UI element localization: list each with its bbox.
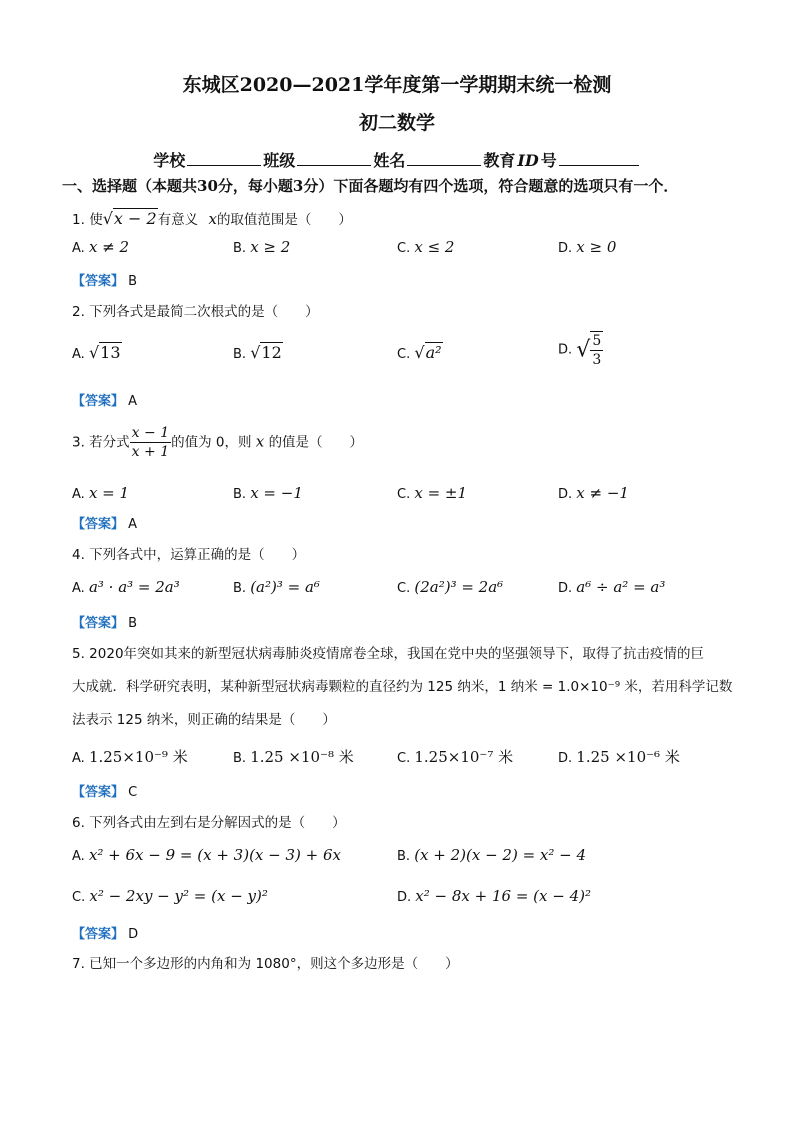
- q2-option-b[interactable]: B. √12: [233, 343, 282, 362]
- q4-option-a[interactable]: A. a³ · a³ = 2a³: [72, 578, 180, 596]
- question-3: 3. 若分式 $\frac{x - 1}{x + 1}$ 的值为 0，则 x 的值是（ ）: [72, 425, 364, 460]
- q1-option-c[interactable]: C. x ≤ 2: [397, 238, 455, 256]
- q3-option-b[interactable]: B. x = −1: [233, 484, 303, 502]
- q4-option-b[interactable]: B. (a²)³ = a⁶: [233, 578, 320, 596]
- edu-id-blank[interactable]: [559, 151, 639, 166]
- edu-id-label: 教育 ID 号: [483, 151, 557, 170]
- q3-option-c[interactable]: C. x = ±1: [397, 484, 468, 502]
- student-info-line: [0, 148, 794, 171]
- question-7: 7. 已知一个多边形的内角和为 1080°，则这个多边形是（ ）: [72, 956, 459, 972]
- q4-option-d[interactable]: D. a⁶ ÷ a² = a³: [558, 578, 666, 596]
- q2-option-a[interactable]: A. √13: [72, 343, 121, 362]
- question-5-line-2: 大成就．科学研究表明，某种新型冠状病毒颗粒的直径约为 125 纳米，1 纳米 = 1.0×10⁻⁹ 米，若用科学记数: [72, 679, 733, 695]
- q2-answer: 【答案】 A: [72, 394, 138, 409]
- page-title: 东城区2020—2021学年度第一学期期末统一检测: [182, 74, 612, 96]
- q1-answer: 【答案】 B: [72, 274, 138, 289]
- q6-answer: 【答案】 D: [72, 927, 139, 942]
- section-heading: 一、选择题（本题共30分，每小题3分）下面各题均有四个选项，符合题意的选项只有一个．: [62, 177, 679, 195]
- q5-option-a[interactable]: A. 1.25×10⁻⁹ 米: [72, 748, 188, 766]
- q6-option-b[interactable]: B. (x + 2)(x − 2) = x² − 4: [397, 846, 587, 864]
- fraction: $\frac{x - 1}{x + 1}$: [131, 425, 170, 460]
- q2-option-d[interactable]: D. √ $\frac{5}{3}$: [558, 333, 602, 368]
- question-4: 4. 下列各式中，运算正确的是（ ）: [72, 547, 306, 563]
- q5-option-b[interactable]: B. 1.25 ×10⁻⁸ 米: [233, 748, 354, 766]
- q5-option-d[interactable]: D. 1.25 ×10⁻⁶ 米: [558, 748, 680, 766]
- q6-option-c[interactable]: C. x² − 2xy − y² = (x − y)²: [72, 887, 268, 905]
- question-1: 1. 使√x − 2有意义 x的取值范围是（ ）: [72, 209, 352, 228]
- q2-option-c[interactable]: C. √a²: [397, 343, 442, 362]
- school-label: 学校: [153, 151, 186, 170]
- q5-answer: 【答案】 C: [72, 785, 138, 800]
- q5-option-c[interactable]: C. 1.25×10⁻⁷ 米: [397, 748, 514, 766]
- page-subtitle: 初二数学: [358, 112, 435, 134]
- q1-option-b[interactable]: B. x ≥ 2: [233, 238, 291, 256]
- class-blank[interactable]: [297, 151, 371, 166]
- question-5-line-1: 5. 2020年突如其来的新型冠状病毒肺炎疫情席卷全球，我国在党中央的坚强领导下，取得了抗击疫情的巨: [72, 646, 705, 662]
- q3-answer: 【答案】 A: [72, 517, 138, 532]
- school-blank[interactable]: [187, 151, 261, 166]
- q1-option-d[interactable]: D. x ≥ 0: [558, 238, 617, 256]
- question-5-line-3: 法表示 125 纳米，则正确的结果是（ ）: [72, 712, 336, 728]
- q6-option-a[interactable]: A. x² + 6x − 9 = (x + 3)(x − 3) + 6x: [72, 846, 342, 864]
- q3-option-a[interactable]: A. x = 1: [72, 484, 130, 502]
- q4-option-c[interactable]: C. (2a²)³ = 2a⁶: [397, 578, 504, 596]
- question-6: 6. 下列各式由左到右是分解因式的是（ ）: [72, 815, 346, 831]
- name-label: 姓名: [373, 151, 406, 170]
- question-2: 2. 下列各式是最简二次根式的是（ ）: [72, 304, 319, 320]
- name-blank[interactable]: [407, 151, 481, 166]
- q6-option-d[interactable]: D. x² − 8x + 16 = (x − 4)²: [397, 887, 591, 905]
- class-label: 班级: [263, 151, 296, 170]
- q3-option-d[interactable]: D. x ≠ −1: [558, 484, 629, 502]
- sqrt-expression: √x − 2: [102, 209, 157, 228]
- q1-option-a[interactable]: A. x ≠ 2: [72, 238, 130, 256]
- q4-answer: 【答案】 B: [72, 616, 138, 631]
